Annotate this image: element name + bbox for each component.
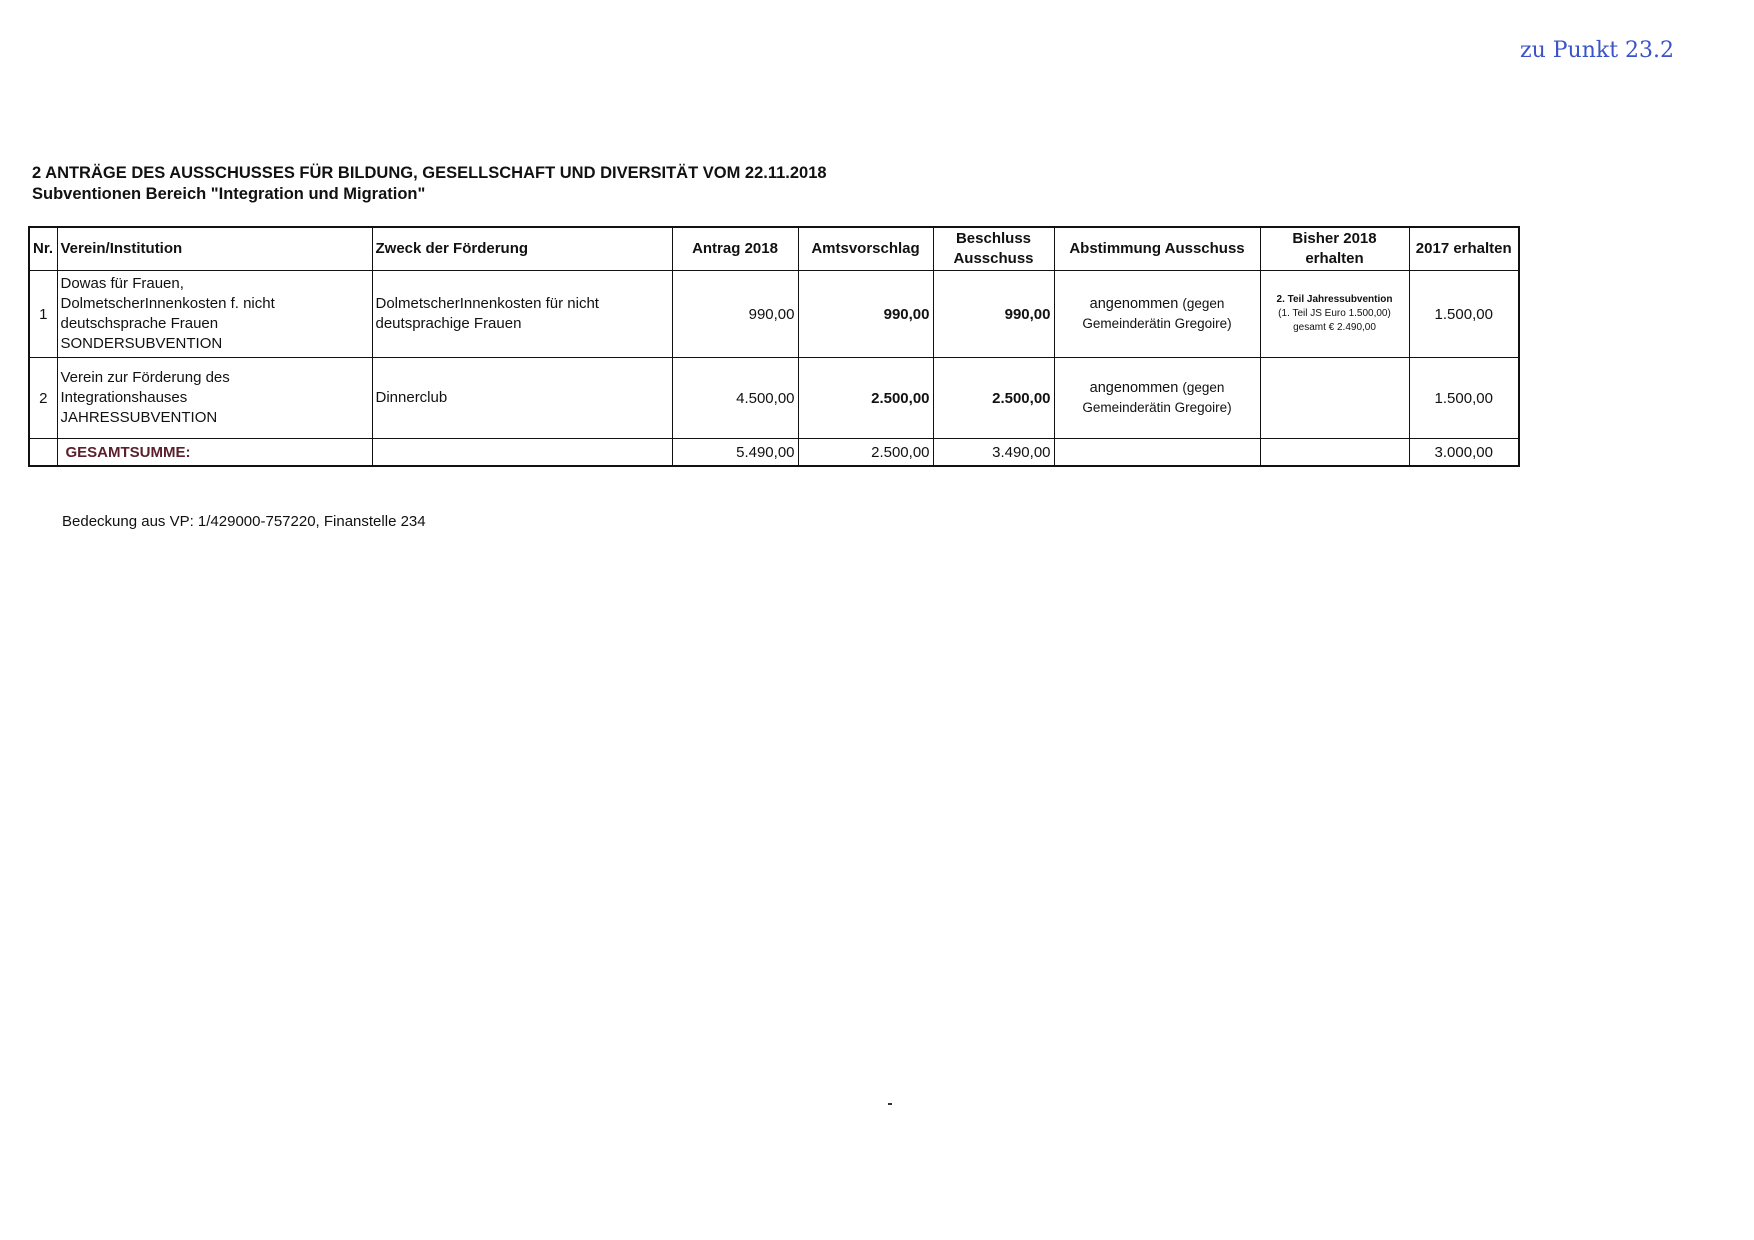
total-zweck-blank <box>372 439 672 467</box>
agenda-item-note: zu Punkt 23.2 <box>1520 38 1675 63</box>
row-bisher <box>1260 271 1409 358</box>
row-2017: 1.500,00 <box>1409 358 1519 439</box>
row-bisher <box>1260 358 1409 439</box>
verein-line: Integrationshauses <box>60 389 188 406</box>
coverage-note: Bedeckung aus VP: 1/429000-757220, Finanstelle 234 <box>62 513 426 530</box>
total-2017: 3.000,00 <box>1409 439 1519 467</box>
row-nr: 1 <box>29 271 57 358</box>
zweck-line: Dinnerclub <box>375 389 448 406</box>
total-label: GESAMTSUMME: <box>57 439 372 467</box>
zweck-line: DolmetscherInnenkosten für nicht <box>375 295 599 312</box>
row-beschluss: 990,00 <box>933 271 1054 358</box>
scan-speck <box>888 1103 892 1105</box>
total-antrag: 5.490,00 <box>672 439 798 467</box>
total-beschluss: 3.490,00 <box>933 439 1054 467</box>
total-bisher-blank <box>1260 439 1409 467</box>
row-amtsvorschlag: 2.500,00 <box>798 358 933 439</box>
header-beschluss-line1: Beschluss <box>955 230 1032 247</box>
bisher-line: (1. Teil JS Euro 1.500,00) <box>1278 308 1391 319</box>
header-antrag: Antrag 2018 <box>672 227 798 271</box>
verein-line: deutschsprache Frauen <box>60 315 219 332</box>
verein-line: JAHRESSUBVENTION <box>60 409 218 426</box>
vote-against-name: Gemeinderätin Gregoire) <box>1082 316 1232 331</box>
header-beschluss <box>933 227 1054 271</box>
subsidies-table <box>28 226 1520 467</box>
row-antrag: 990,00 <box>672 271 798 358</box>
row-antrag: 4.500,00 <box>672 358 798 439</box>
table-row <box>29 271 1519 358</box>
verein-line: Dowas für Frauen, <box>60 275 184 292</box>
row-zweck <box>372 358 672 439</box>
header-nr: Nr. <box>29 227 57 271</box>
vote-against-open: (gegen <box>1182 296 1225 311</box>
heading-subtitle: Subventionen Bereich "Integration und Migration" <box>32 185 426 203</box>
heading-title: 2 ANTRÄGE DES AUSSCHUSSES FÜR BILDUNG, GESELLSCHAFT UND DIVERSITÄT VOM 22.11.2018 <box>32 164 827 182</box>
vote-against-open: (gegen <box>1182 380 1225 395</box>
total-abstimmung-blank <box>1054 439 1260 467</box>
zweck-line: deutsprachige Frauen <box>375 315 522 332</box>
header-beschluss-line2: Ausschuss <box>953 250 1034 267</box>
row-2017: 1.500,00 <box>1409 271 1519 358</box>
row-verein <box>57 358 372 439</box>
table-row <box>29 358 1519 439</box>
verein-line: DolmetscherInnenkosten f. nicht <box>60 295 275 312</box>
row-zweck <box>372 271 672 358</box>
row-verein <box>57 271 372 358</box>
document-heading <box>32 163 827 205</box>
header-bisher-line1: Bisher 2018 <box>1292 230 1377 247</box>
vote-result: angenommen <box>1089 296 1179 312</box>
row-abstimmung <box>1054 358 1260 439</box>
row-beschluss: 2.500,00 <box>933 358 1054 439</box>
header-2017: 2017 erhalten <box>1409 227 1519 271</box>
total-row <box>29 439 1519 467</box>
verein-line: SONDERSUBVENTION <box>60 335 223 352</box>
row-nr: 2 <box>29 358 57 439</box>
row-amtsvorschlag: 990,00 <box>798 271 933 358</box>
header-amtsvorschlag: Amtsvorschlag <box>798 227 933 271</box>
row-abstimmung <box>1054 271 1260 358</box>
bisher-line: gesamt € 2.490,00 <box>1293 322 1376 333</box>
vote-against-name: Gemeinderätin Gregoire) <box>1082 400 1232 415</box>
header-abstimmung: Abstimmung Ausschuss <box>1054 227 1260 271</box>
verein-line: Verein zur Förderung des <box>60 369 230 386</box>
total-amtsvorschlag: 2.500,00 <box>798 439 933 467</box>
header-verein: Verein/Institution <box>57 227 372 271</box>
total-nr-blank <box>29 439 57 467</box>
header-bisher <box>1260 227 1409 271</box>
header-zweck: Zweck der Förderung <box>372 227 672 271</box>
vote-result: angenommen <box>1089 380 1179 396</box>
table-header-row <box>29 227 1519 271</box>
header-bisher-line2: erhalten <box>1305 250 1364 267</box>
bisher-line: 2. Teil Jahressubvention <box>1276 294 1393 305</box>
